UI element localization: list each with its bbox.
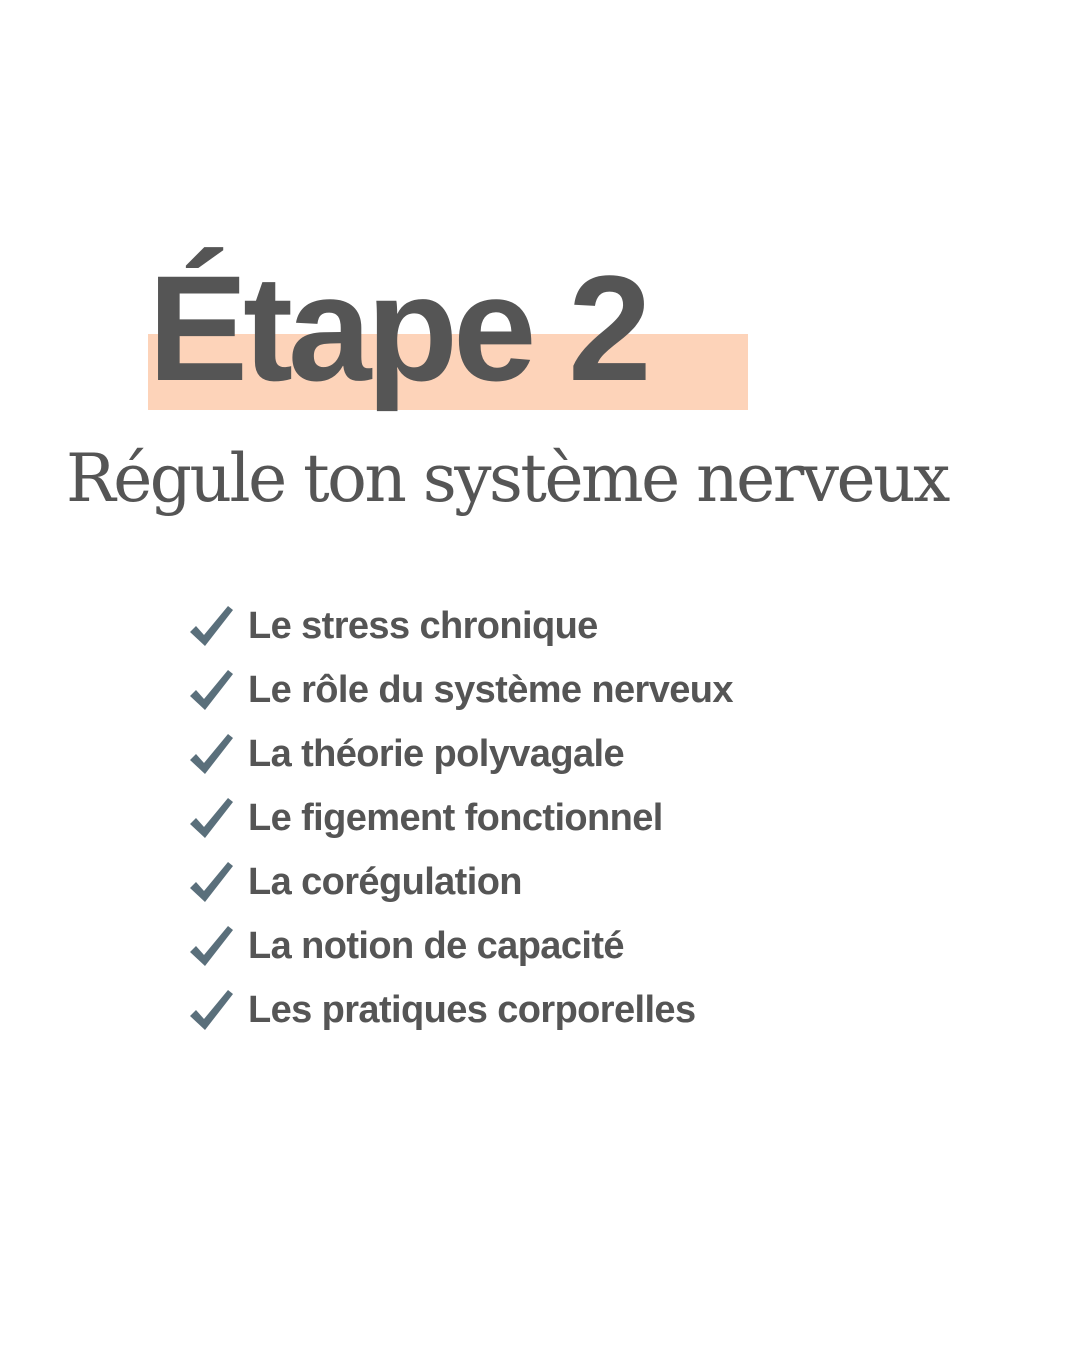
checklist (186, 594, 733, 1042)
check-mark-icon (186, 985, 236, 1035)
list-item (186, 786, 733, 850)
check-mark-icon (186, 665, 236, 715)
list-item-label: Le stress chronique (248, 604, 598, 647)
list-item-label: Le figement fonctionnel (248, 796, 663, 839)
list-item-label: La notion de capacité (248, 924, 624, 967)
list-item (186, 914, 733, 978)
list-item (186, 850, 733, 914)
list-item (186, 722, 733, 786)
list-item-label: Le rôle du système nerveux (248, 668, 733, 711)
check-mark-icon (186, 857, 236, 907)
check-mark-icon (186, 921, 236, 971)
list-item-label: La corégulation (248, 860, 522, 903)
check-mark-icon (186, 601, 236, 651)
list-item (186, 594, 733, 658)
list-item (186, 658, 733, 722)
list-item-label: La théorie polyvagale (248, 732, 624, 775)
list-item-label: Les pratiques corporelles (248, 988, 696, 1031)
list-item (186, 978, 733, 1042)
page-subtitle: Régule ton système nerveux (66, 440, 948, 517)
check-mark-icon (186, 793, 236, 843)
page-title: Étape 2 (148, 244, 647, 412)
check-mark-icon (186, 729, 236, 779)
